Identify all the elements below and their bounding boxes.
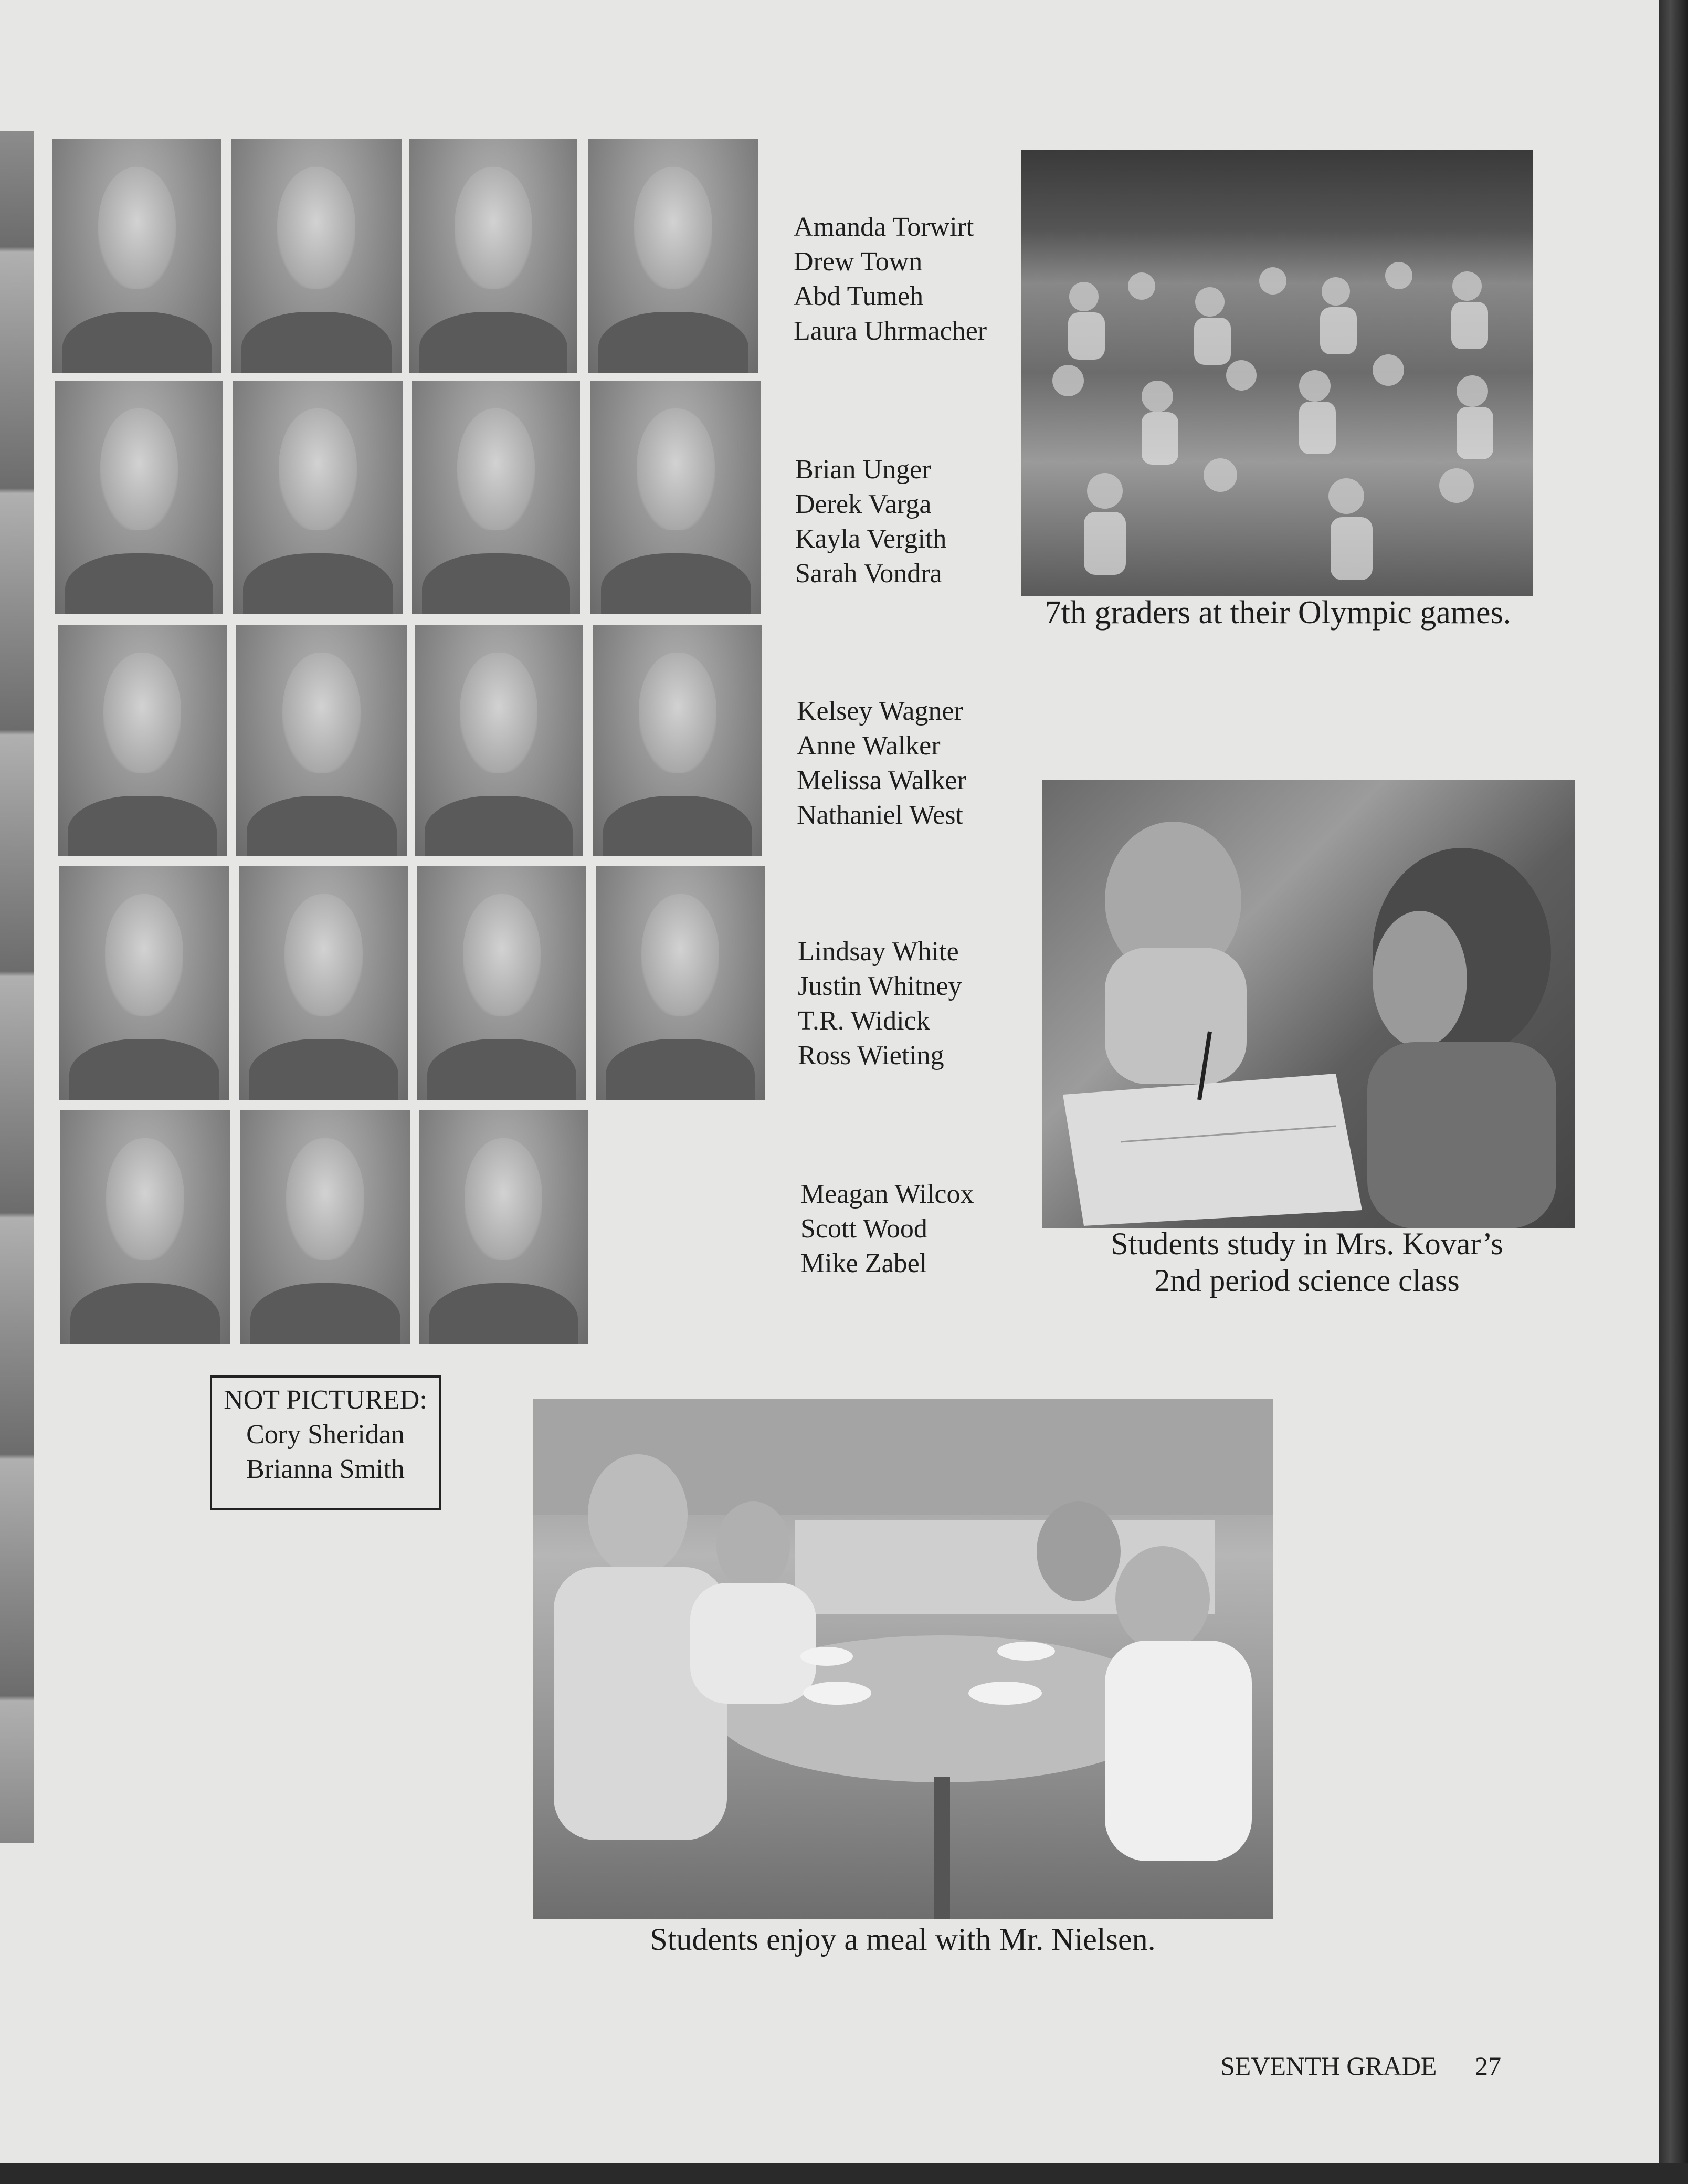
portrait-photo xyxy=(596,866,765,1100)
page-footer xyxy=(1220,2051,1501,2081)
portrait-photo xyxy=(231,139,402,373)
science-class-caption-line-1: Students study in Mrs. Kovar’s xyxy=(1111,1226,1503,1261)
student-name: Melissa Walker xyxy=(797,765,966,795)
student-name: Amanda Torwirt xyxy=(794,212,974,242)
olympic-games-photo xyxy=(1021,150,1533,596)
student-name: Kayla Vergith xyxy=(795,524,947,554)
portrait-photo xyxy=(412,381,580,614)
portrait-photo xyxy=(233,381,403,614)
student-name: Lindsay White xyxy=(798,937,959,967)
student-name: Drew Town xyxy=(794,247,923,277)
page-bottom-edge xyxy=(0,2163,1688,2184)
portrait-photo xyxy=(593,625,762,856)
page-number: 27 xyxy=(1474,2051,1501,2081)
student-name: Brian Unger xyxy=(795,455,931,485)
students-writing-illustration xyxy=(1042,780,1575,1228)
portrait-photo xyxy=(409,139,577,373)
student-name: Justin Whitney xyxy=(798,971,962,1001)
previous-page-edge xyxy=(0,131,34,1843)
name-list-row-2 xyxy=(795,453,946,591)
science-class-caption-line-2: 2nd period science class xyxy=(1154,1263,1460,1298)
student-name: T.R. Widick xyxy=(798,1006,930,1036)
portrait-photo xyxy=(58,625,227,856)
student-name: Derek Varga xyxy=(795,489,932,519)
portrait-photo xyxy=(55,381,223,614)
portrait-photo xyxy=(239,866,408,1100)
name-list-row-4 xyxy=(798,934,962,1073)
student-name: Scott Wood xyxy=(800,1214,927,1244)
student-name: Mike Zabel xyxy=(800,1248,927,1278)
portrait-photo xyxy=(236,625,407,856)
portrait-photo xyxy=(52,139,221,373)
student-name: Sarah Vondra xyxy=(795,559,942,589)
student-name: Anne Walker xyxy=(797,731,941,761)
olympic-games-caption: 7th graders at their Olympic games. xyxy=(1045,595,1512,631)
portrait-photo xyxy=(588,139,758,373)
name-list-row-5 xyxy=(800,1177,974,1281)
not-pictured-name: Cory Sheridan xyxy=(246,1420,405,1450)
portrait-photo xyxy=(590,381,761,614)
portrait-photo xyxy=(419,1110,588,1344)
name-list-row-1 xyxy=(794,210,987,349)
student-name: Abd Tumeh xyxy=(794,281,924,311)
name-list-row-3 xyxy=(797,694,966,833)
not-pictured-heading: NOT PICTURED: xyxy=(224,1385,427,1415)
meal-scene-illustration xyxy=(533,1399,1273,1919)
portrait-photo xyxy=(240,1110,410,1344)
student-name: Kelsey Wagner xyxy=(797,696,963,726)
not-pictured-name: Brianna Smith xyxy=(246,1454,405,1484)
meal-caption: Students enjoy a meal with Mr. Nielsen. xyxy=(650,1922,1156,1957)
book-binding xyxy=(1659,0,1688,2184)
section-title: SEVENTH GRADE xyxy=(1220,2051,1437,2081)
not-pictured-box xyxy=(210,1376,441,1510)
crowd-illustration xyxy=(1021,150,1533,596)
student-name: Meagan Wilcox xyxy=(800,1179,974,1209)
student-name: Laura Uhrmacher xyxy=(794,316,987,346)
portrait-photo xyxy=(417,866,586,1100)
meal-photo xyxy=(533,1399,1273,1919)
student-name: Nathaniel West xyxy=(797,800,963,830)
student-name: Ross Wieting xyxy=(798,1041,944,1070)
portrait-photo xyxy=(59,866,229,1100)
portrait-photo xyxy=(415,625,583,856)
portrait-photo xyxy=(60,1110,230,1344)
science-class-photo xyxy=(1042,780,1575,1228)
